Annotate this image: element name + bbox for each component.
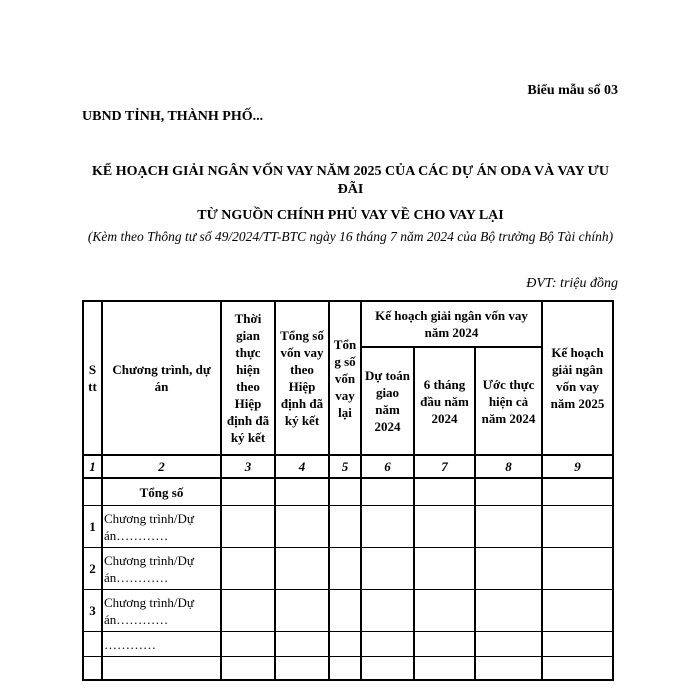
program-name: Chương trình/Dự án………… — [102, 590, 221, 632]
table-cell — [414, 478, 475, 506]
table-cell — [275, 632, 329, 657]
table-cell — [221, 478, 275, 506]
table-cell — [329, 590, 361, 632]
total-label: Tổng số — [102, 478, 221, 506]
table-cell — [329, 478, 361, 506]
header-forecast-2024: Ước thực hiện cả năm 2024 — [475, 347, 542, 455]
table-cell — [361, 548, 414, 590]
table-cell — [221, 657, 275, 681]
header-plan-2024: Kế hoạch giải ngân vốn vay năm 2024 — [361, 301, 542, 347]
table-cell — [329, 548, 361, 590]
document-subtitle: TỪ NGUỒN CHÍNH PHỦ VAY VỀ CHO VAY LẠI — [197, 208, 504, 223]
program-name: Chương trình/Dự án………… — [102, 506, 221, 548]
table-cell — [221, 548, 275, 590]
table-cell — [542, 590, 613, 632]
table-cell — [329, 632, 361, 657]
table-cell — [542, 632, 613, 657]
table-cell — [414, 657, 475, 681]
table-cell — [475, 478, 542, 506]
column-number: 5 — [329, 455, 361, 478]
header-total-relend: Tổn g số vốn vay lại — [329, 301, 361, 455]
table-cell — [361, 632, 414, 657]
table-cell — [475, 590, 542, 632]
table-cell — [414, 632, 475, 657]
header-duration: Thời gian thực hiện theo Hiệp định đã ký kết — [221, 301, 275, 455]
column-number: 1 — [83, 455, 102, 478]
table-row — [83, 590, 613, 632]
table-cell — [221, 632, 275, 657]
table-cell — [83, 657, 102, 681]
table-cell — [275, 657, 329, 681]
table-cell — [275, 590, 329, 632]
table-cell — [475, 506, 542, 548]
table-cell — [542, 478, 613, 506]
table-row — [83, 657, 613, 681]
row-number: 3 — [83, 590, 102, 632]
total-row — [83, 478, 613, 506]
table-cell — [542, 506, 613, 548]
column-number: 2 — [102, 455, 221, 478]
table-cell — [414, 590, 475, 632]
column-number-row — [83, 455, 613, 478]
header-plan-2025: Kế hoạch giải ngân vốn vay năm 2025 — [542, 301, 613, 455]
column-number: 6 — [361, 455, 414, 478]
table-row — [83, 632, 613, 657]
ellipsis-cell: ………… — [102, 632, 221, 657]
program-name: Chương trình/Dự án………… — [102, 548, 221, 590]
table-cell — [361, 506, 414, 548]
table-cell — [542, 657, 613, 681]
table-cell — [475, 657, 542, 681]
header-six-months-2024: 6 tháng đầu năm 2024 — [414, 347, 475, 455]
disbursement-plan-table — [82, 300, 614, 681]
table-cell — [414, 506, 475, 548]
document-title: KẾ HOẠCH GIẢI NGÂN VỐN VAY NĂM 2025 CỦA CÁC DỰ ÁN ODA VÀ VAY ƯU ĐÃI — [92, 164, 609, 197]
table-cell — [542, 548, 613, 590]
header-estimate-2024: Dự toán giao năm 2024 — [361, 347, 414, 455]
table-cell — [275, 548, 329, 590]
table-cell — [475, 548, 542, 590]
header-total-loan: Tổng số vốn vay theo Hiệp định đã ký kết — [275, 301, 329, 455]
table-cell — [275, 506, 329, 548]
column-number: 4 — [275, 455, 329, 478]
table-row — [83, 506, 613, 548]
table-cell — [329, 506, 361, 548]
table-cell — [221, 506, 275, 548]
issuing-agency: UBND TỈNH, THÀNH PHỐ... — [82, 109, 264, 124]
table-cell — [221, 590, 275, 632]
column-number: 3 — [221, 455, 275, 478]
table-cell — [361, 590, 414, 632]
form-number: Biểu mẫu số 03 — [527, 83, 618, 98]
table-cell — [83, 478, 102, 506]
legal-basis-note: (Kèm theo Thông tư số 49/2024/TT-BTC ngày 16 tháng 7 năm 2024 của Bộ trưởng Bộ Tài chính) — [87, 229, 614, 244]
column-number: 8 — [475, 455, 542, 478]
table-cell — [83, 632, 102, 657]
row-number: 1 — [83, 506, 102, 548]
column-number: 9 — [542, 455, 613, 478]
table-cell — [102, 657, 221, 681]
row-number: 2 — [83, 548, 102, 590]
table-cell — [361, 657, 414, 681]
table-cell — [475, 632, 542, 657]
table-row — [83, 548, 613, 590]
table-cell — [329, 657, 361, 681]
currency-unit: ĐVT: triệu đồng — [526, 276, 618, 291]
header-program: Chương trình, dự án — [102, 301, 221, 455]
table-cell — [361, 478, 414, 506]
table-cell — [275, 478, 329, 506]
table-cell — [414, 548, 475, 590]
header-stt: S tt — [83, 301, 102, 455]
column-number: 7 — [414, 455, 475, 478]
